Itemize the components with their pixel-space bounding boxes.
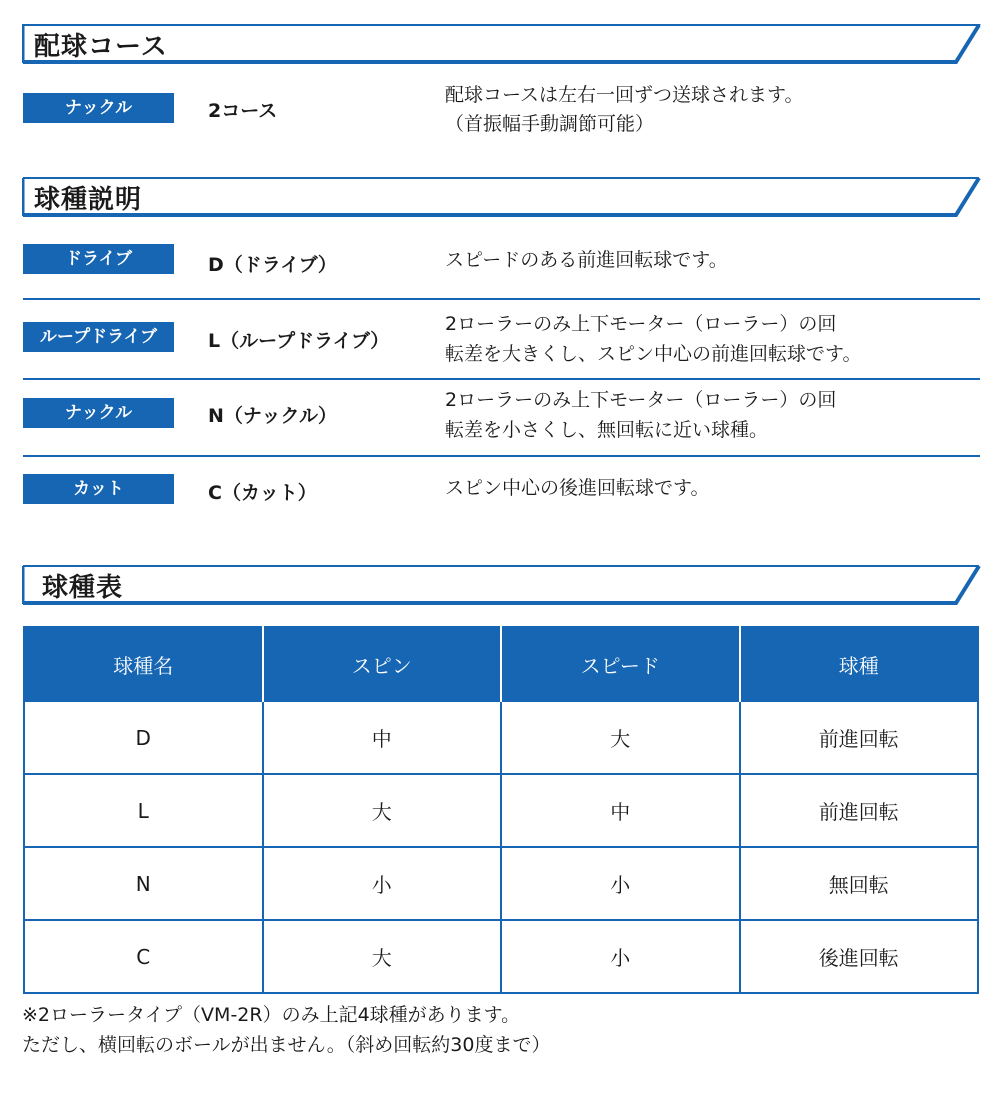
ball-desc-knuckle-line1: 2ローラーのみ上下モーター（ローラー）の回 (445, 389, 837, 411)
cell-type: 後進回転 (740, 920, 979, 993)
section-header-course (22, 22, 980, 62)
ball-desc-loop-drive-line1: 2ローラーのみ上下モーター（ローラー）の回 (445, 313, 837, 335)
ball-code-drive: D（ドライブ） (208, 254, 337, 276)
divider (23, 378, 980, 380)
ball-code-knuckle: N（ナックル） (208, 405, 337, 427)
section-frame (22, 563, 982, 607)
cell-speed: 大 (501, 701, 740, 774)
cell-name: L (24, 774, 263, 847)
ball-desc-loop-drive-line2: 転差を大きくし、スピン中心の前進回転球です。 (445, 343, 862, 365)
cell-spin: 中 (263, 701, 502, 774)
cell-speed: 小 (501, 847, 740, 920)
header-ball-type: 球種 (740, 627, 979, 701)
course-desc-line1: 配球コースは左右一回ずつ送球されます。 (445, 84, 804, 106)
footnote-line1: ※2ローラータイプ（VM-2R）のみ上記4球種があります。 (22, 1004, 521, 1026)
section-header-explanation (22, 175, 980, 215)
section-frame (22, 175, 982, 219)
cell-type: 前進回転 (740, 774, 979, 847)
footnote-line2: ただし、横回転のボールが出ません。（斜め回転約30度まで） (22, 1034, 551, 1056)
header-speed: スピード (501, 627, 740, 701)
cell-type: 無回転 (740, 847, 979, 920)
cell-name: D (24, 701, 263, 774)
header-spin: スピン (263, 627, 502, 701)
ball-tag-loop-drive: ループドライブ (23, 322, 174, 352)
divider (23, 298, 980, 300)
cell-name: C (24, 920, 263, 993)
ball-desc-drive: スピードのある前進回転球です。 (445, 249, 728, 271)
cell-speed: 中 (501, 774, 740, 847)
course-tag: ナックル (23, 93, 174, 123)
table-row (24, 774, 978, 847)
divider (23, 455, 980, 457)
cell-speed: 小 (501, 920, 740, 993)
section-title: 球種表 (42, 573, 124, 603)
table-row (24, 701, 978, 774)
header-ball-name: 球種名 (24, 627, 263, 701)
cell-name: N (24, 847, 263, 920)
ball-tag-drive: ドライブ (23, 244, 174, 274)
ball-type-table (23, 626, 979, 994)
ball-code-cut: C（カット） (208, 482, 317, 504)
table-header-row (24, 627, 978, 701)
cell-type: 前進回転 (740, 701, 979, 774)
course-code: 2コース (208, 100, 278, 122)
section-title: 配球コース (34, 32, 168, 62)
ball-tag-knuckle: ナックル (23, 398, 174, 428)
ball-tag-cut: カット (23, 474, 174, 504)
ball-desc-cut: スピン中心の後進回転球です。 (445, 477, 710, 499)
section-title: 球種説明 (34, 185, 143, 215)
section-header-table (22, 563, 980, 603)
cell-spin: 大 (263, 920, 502, 993)
table-row (24, 920, 978, 993)
cell-spin: 大 (263, 774, 502, 847)
ball-code-loop-drive: L（ループドライブ） (208, 330, 390, 352)
ball-desc-knuckle-line2: 転差を小さくし、無回転に近い球種。 (445, 419, 769, 441)
table-row (24, 847, 978, 920)
cell-spin: 小 (263, 847, 502, 920)
course-desc-line2: （首振幅手動調節可能） (445, 113, 655, 135)
